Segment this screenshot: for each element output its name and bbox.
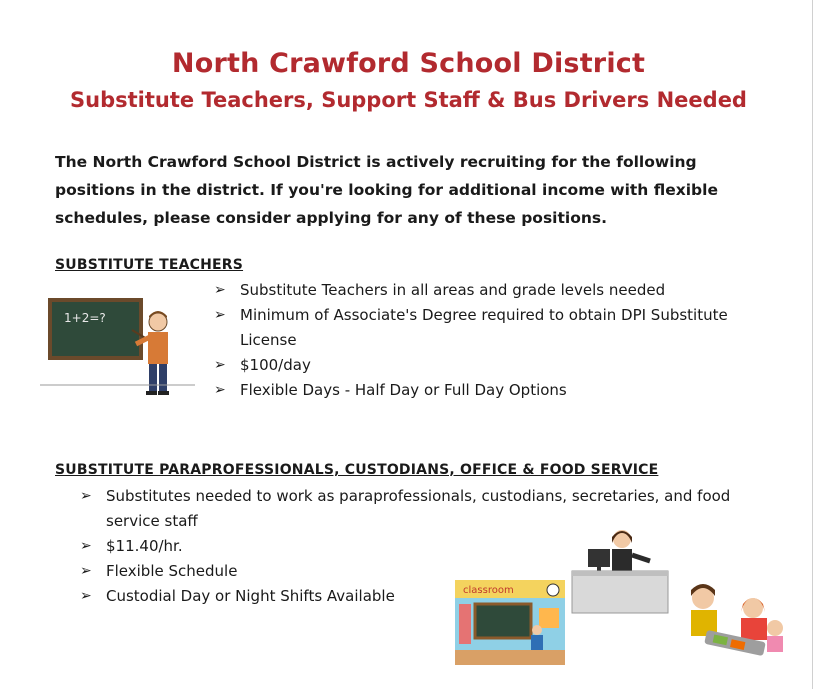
list-item: ➢ Substitutes needed to work as paraprofessionals, custodians, secretaries, and food service staff [80, 484, 760, 534]
classroom-illustration [455, 580, 565, 665]
food-service-illustration [675, 578, 785, 660]
list-item: ➢ Substitute Teachers in all areas and grade levels needed [214, 278, 774, 303]
classroom-sign: classroom [463, 585, 514, 596]
arrow-bullet-icon: ➢ [214, 307, 226, 323]
intro-line: positions in the district. If you're looking for additional income with flexible [55, 181, 718, 199]
arrow-bullet-icon: ➢ [80, 588, 92, 604]
list-item: ➢ Flexible Days - Half Day or Full Day Options [214, 378, 774, 403]
list-item: ➢ $100/day [214, 353, 774, 378]
list-item: ➢ Flexible Schedule [80, 559, 760, 584]
office-receptionist-illustration [570, 523, 670, 618]
flyer-subtitle: Substitute Teachers, Support Staff & Bus Drivers Needed [70, 88, 747, 112]
teacher-chalkboard-illustration [40, 292, 200, 402]
arrow-bullet-icon: ➢ [80, 563, 92, 579]
intro-line: schedules, please consider applying for any of these positions. [55, 209, 608, 227]
chalkboard-equation: 1+2=? [64, 311, 106, 325]
section-heading-substitute-teachers: SUBSTITUTE TEACHERS [55, 257, 244, 273]
arrow-bullet-icon: ➢ [80, 488, 92, 504]
arrow-bullet-icon: ➢ [80, 538, 92, 554]
intro-paragraph [55, 148, 755, 232]
arrow-bullet-icon: ➢ [214, 382, 226, 398]
section-heading-support-staff: SUBSTITUTE PARAPROFESSIONALS, CUSTODIANS, OFFICE & FOOD SERVICE [55, 462, 659, 478]
arrow-bullet-icon: ➢ [214, 357, 226, 373]
arrow-bullet-icon: ➢ [214, 282, 226, 298]
district-title: North Crawford School District [171, 48, 646, 79]
list-item: ➢ Custodial Day or Night Shifts Available [80, 584, 760, 609]
intro-line: The North Crawford School District is actively recruiting for the following [55, 153, 697, 171]
list-item: ➢ $11.40/hr. [80, 534, 760, 559]
list-item: ➢ Minimum of Associate's Degree required to obtain DPI Substitute License [214, 303, 774, 353]
substitute-teachers-list [214, 278, 774, 403]
